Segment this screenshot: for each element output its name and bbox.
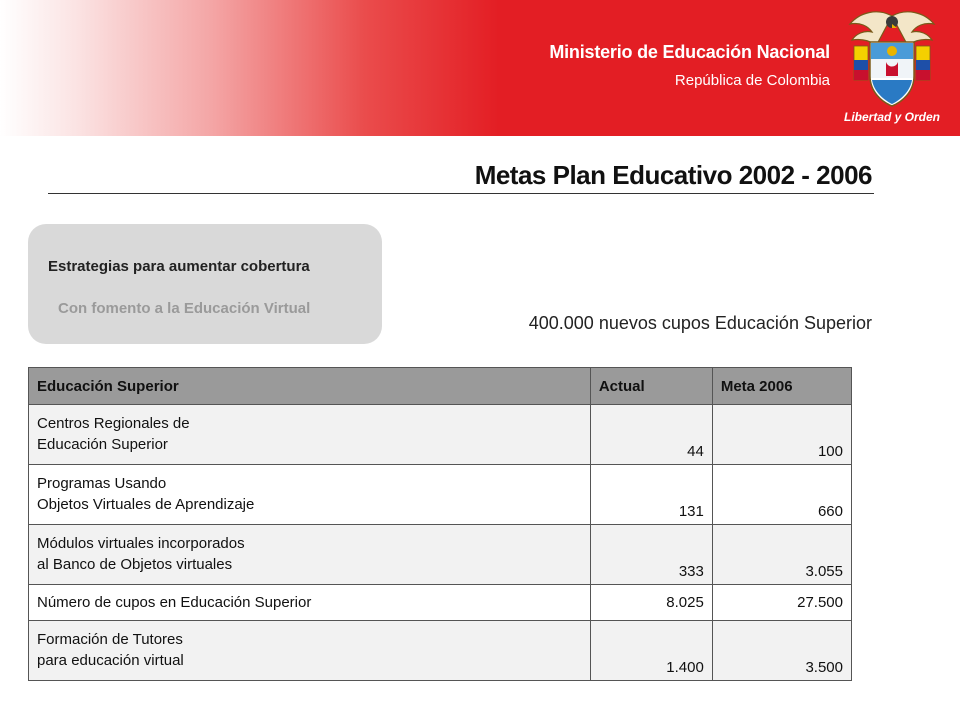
table-row — [29, 525, 852, 585]
title-divider — [48, 193, 874, 194]
motto-text: Libertad y Orden — [843, 110, 941, 124]
row-label-line1: Formación de Tutores — [37, 631, 183, 648]
actual-value: 8.025 — [590, 585, 712, 621]
meta-value: 660 — [712, 465, 851, 525]
row-label-line2: Educación Superior — [37, 436, 168, 453]
meta-value: 3.055 — [712, 525, 851, 585]
goals-table — [28, 367, 852, 681]
strategy-title: Estrategias para aumentar cobertura — [48, 258, 310, 275]
goal-statement: 400.000 nuevos cupos Educación Superior — [528, 313, 872, 333]
crest-graphic — [842, 6, 942, 110]
meta-value: 27.500 — [712, 585, 851, 621]
row-label — [29, 525, 591, 585]
row-label-line1: Centros Regionales de — [37, 415, 190, 432]
header-banner — [0, 0, 960, 136]
row-label — [29, 405, 591, 465]
column-header-meta: Meta 2006 — [712, 368, 851, 405]
ministry-name: Ministerio de Educación Nacional — [549, 42, 830, 62]
actual-value: 131 — [590, 465, 712, 525]
strategy-subtitle: Con fomento a la Educación Virtual — [58, 300, 311, 317]
column-header-actual: Actual — [590, 368, 712, 405]
actual-value: 1.400 — [590, 621, 712, 681]
row-label-line2: al Banco de Objetos virtuales — [37, 556, 233, 573]
table-row — [29, 465, 852, 525]
row-label — [29, 621, 591, 681]
strategy-box — [28, 224, 382, 344]
table-row — [29, 405, 852, 465]
actual-value: 333 — [590, 525, 712, 585]
row-label — [29, 585, 591, 621]
table-header-row — [29, 368, 852, 405]
column-header-education: Educación Superior — [29, 368, 591, 405]
row-label-line1: Módulos virtuales incorporados — [37, 535, 245, 552]
row-label-line1: Número de cupos en Educación Superior — [37, 594, 312, 611]
row-label-line2: Objetos Virtuales de Aprendizaje — [37, 496, 255, 513]
coat-of-arms-icon — [842, 6, 942, 130]
page-title: Metas Plan Educativo 2002 - 2006 — [474, 160, 872, 190]
table-row — [29, 621, 852, 681]
table-row — [29, 585, 852, 621]
row-label-line2: para educación virtual — [37, 652, 184, 669]
meta-value: 3.500 — [712, 621, 851, 681]
row-label-line1: Programas Usando — [37, 475, 167, 492]
row-label — [29, 465, 591, 525]
republic-name: República de Colombia — [674, 72, 830, 89]
actual-value: 44 — [590, 405, 712, 465]
meta-value: 100 — [712, 405, 851, 465]
